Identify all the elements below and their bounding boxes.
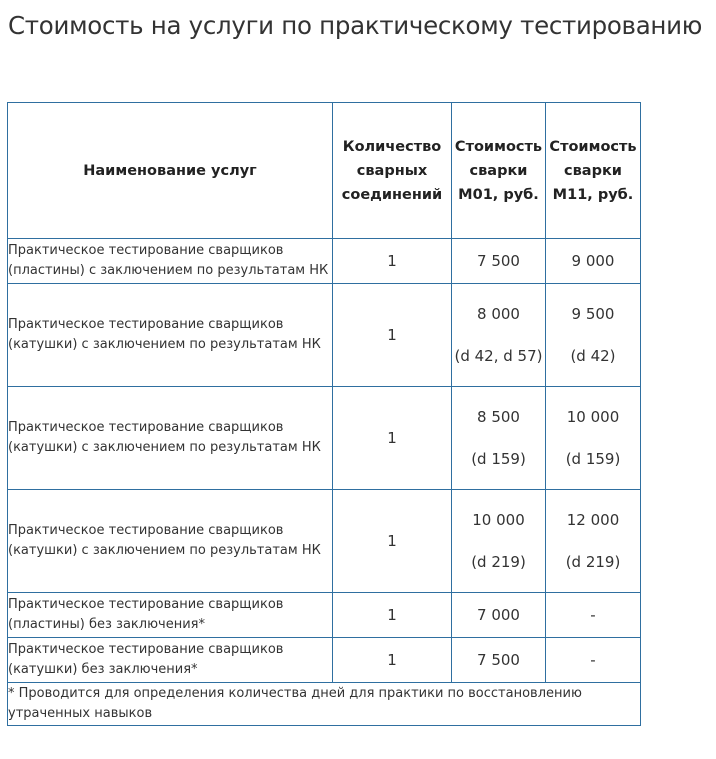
joint-count-cell: 1 [333, 593, 452, 638]
diameter-note: (d 42, d 57) [454, 347, 543, 365]
diameter-note: (d 159) [565, 450, 621, 468]
price-m01-cell [452, 490, 546, 593]
price-m11-cell [546, 284, 641, 387]
diameter-note: (d 42) [570, 347, 616, 365]
footnote-row [8, 683, 641, 726]
price-value: 10 000 [472, 511, 525, 529]
price-m11-cell: 9 000 [546, 239, 641, 284]
service-name-cell: Практическое тестирование сварщиков (пластины) без заключения* [8, 593, 333, 638]
table-row [8, 638, 641, 683]
table-header-row [8, 103, 641, 239]
service-name-cell: Практическое тестирование сварщиков (катушки) с заключением по результатам НК [8, 284, 333, 387]
joint-count-cell: 1 [333, 638, 452, 683]
price-value: 8 500 [477, 408, 520, 426]
service-name-cell: Практическое тестирование сварщиков (пластины) с заключением по результатам НК [8, 239, 333, 284]
header-joint-count: Количество сварных соединений [333, 103, 452, 239]
price-m11-cell: - [546, 593, 641, 638]
joint-count-cell: 1 [333, 284, 452, 387]
page-title: Стоимость на услуги по практическому тестированию [8, 11, 703, 40]
price-m01-cell: 7 000 [452, 593, 546, 638]
diameter-note: (d 159) [471, 450, 526, 468]
price-table [7, 102, 641, 726]
price-value: 10 000 [566, 408, 620, 426]
price-m11-cell [546, 490, 641, 593]
table-row [8, 284, 641, 387]
table-row [8, 239, 641, 284]
footnote: * Проводится для определения количества дней для практики по восстановлению утраченных навыков [8, 683, 641, 726]
service-name-cell: Практическое тестирование сварщиков (катушки) с заключением по результатам НК [8, 490, 333, 593]
table-row [8, 593, 641, 638]
header-price-m01: Стоимость сварки М01, руб. [452, 103, 546, 239]
joint-count-cell: 1 [333, 239, 452, 284]
diameter-note: (d 219) [471, 553, 526, 571]
table-row [8, 490, 641, 593]
joint-count-cell: 1 [333, 387, 452, 490]
service-name-cell: Практическое тестирование сварщиков (катушки) с заключением по результатам НК [8, 387, 333, 490]
price-value: 9 500 [571, 305, 615, 323]
diameter-note: (d 219) [565, 553, 621, 571]
header-service-name: Наименование услуг [8, 103, 333, 239]
price-m01-cell [452, 284, 546, 387]
joint-count-cell: 1 [333, 490, 452, 593]
header-price-m11: Стоимость сварки М11, руб. [546, 103, 641, 239]
price-m11-cell [546, 387, 641, 490]
price-m01-cell [452, 387, 546, 490]
price-value: 8 000 [477, 305, 520, 323]
table-row [8, 387, 641, 490]
service-name-cell: Практическое тестирование сварщиков (катушки) без заключения* [8, 638, 333, 683]
price-value: 12 000 [566, 511, 620, 529]
price-m11-cell: - [546, 638, 641, 683]
price-m01-cell: 7 500 [452, 638, 546, 683]
price-m01-cell: 7 500 [452, 239, 546, 284]
